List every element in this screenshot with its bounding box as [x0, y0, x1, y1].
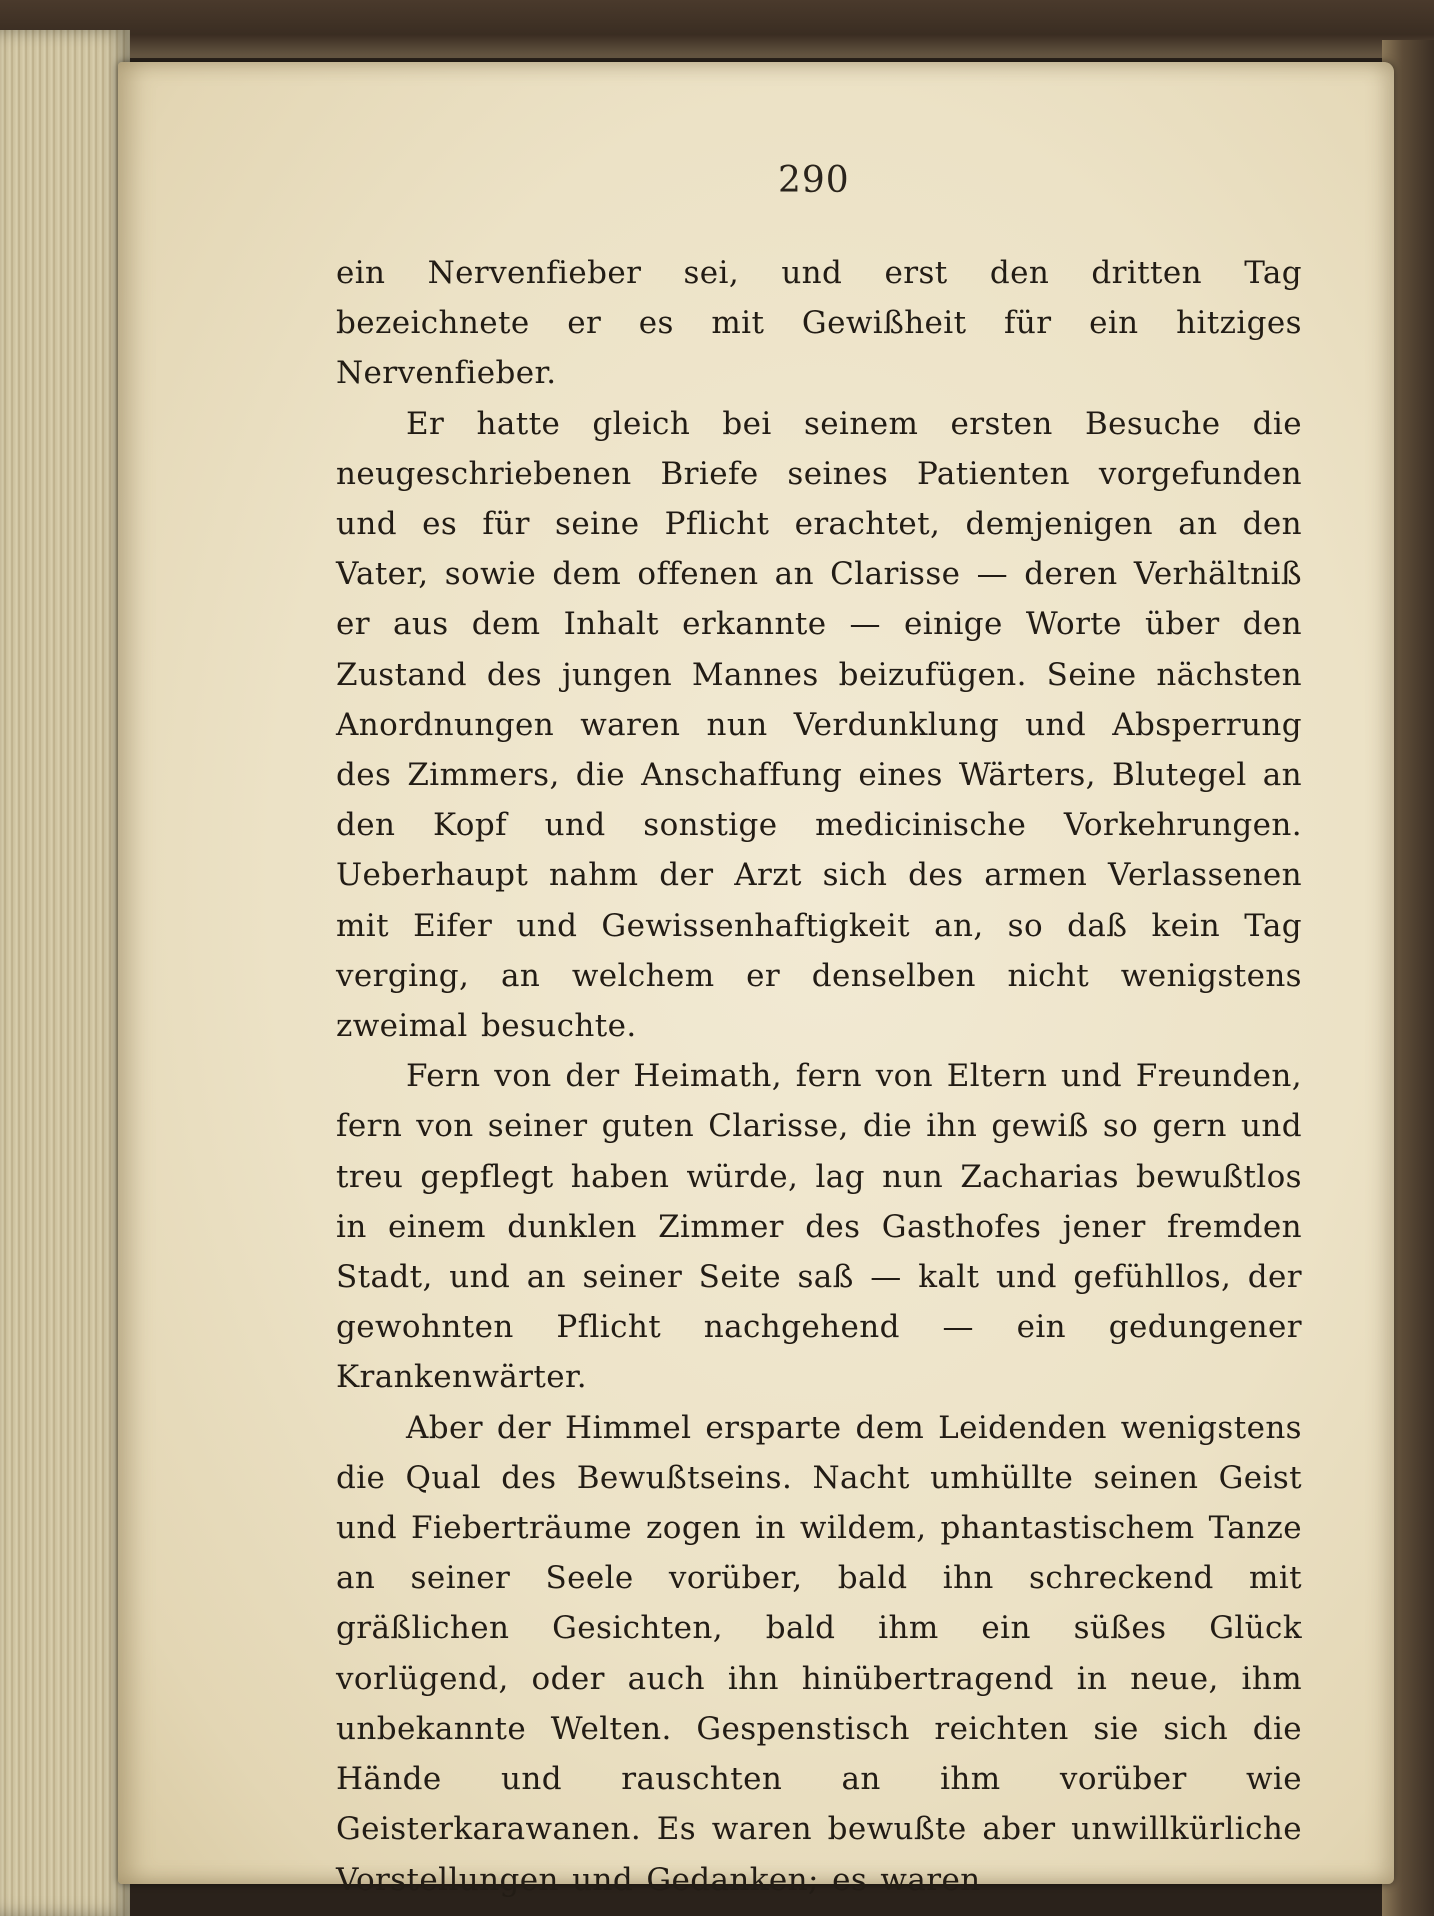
paragraph-3: Fern von der Heimath, fern von Eltern und Freunden, fern von seiner guten Clarisse, die ihn gewiß so gern und treu gepflegt haben würde, lag nun Zacharias bewußtlos in einem dunklen Zimmer des Gasthofes jener fremden Stadt, und an seiner Seite saß — kalt und gefühllos, der gewohnten Pflicht nachgehend — ein gedungener Krankenwärter.	[336, 1058, 1302, 1396]
book-top-edge	[0, 0, 1434, 58]
page-text	[336, 248, 1302, 1905]
paragraph-1: ein Nervenfieber sei, und erst den dritten Tag bezeichnete er es mit Gewißheit für ein hitziges Nervenfieber.	[336, 255, 1302, 392]
paragraph-4: Aber der Himmel ersparte dem Leidenden wenigstens die Qual des Bewußtseins. Nacht umhüllte seinen Geist und Fieberträume zogen in wildem, phantastischem Tanze an seiner Seele vorüber, bald ihn schreckend mit gräßlichen Gesichten, bald ihm ein süßes Glück vorlügend, oder auch ihn hinübertragend in neue, ihm unbekannte Welten. Gespenstisch reichten sie sich die Hände und rauschten an ihm vorüber wie Geisterkarawanen. Es waren bewußte aber unwillkürliche Vorstellungen und Gedanken; es waren	[336, 1409, 1302, 1898]
paragraph-2: Er hatte gleich bei seinem ersten Besuche die neugeschriebenen Briefe seines Patienten vorgefunden und es für seine Pflicht erachtet, demjenigen an den Vater, sowie dem offenen an Clarisse — deren Verhältniß er aus dem Inhalt erkannte — einige Worte über den Zustand des jungen Mannes beizufügen. Seine nächsten Anordnungen waren nun Verdunklung und Absperrung des Zimmers, die Anschaffung eines Wärters, Blutegel an den Kopf und sonstige medicinische Vorkehrungen. Ueberhaupt nahm der Arzt sich des armen Verlassenen mit Eifer und Gewissenhaftigkeit an, so daß kein Tag verging, an welchem er denselben nicht wenigstens zweimal besuchte.	[336, 405, 1302, 1045]
page-number: 290	[778, 160, 850, 201]
book-page-edges	[0, 30, 130, 1916]
